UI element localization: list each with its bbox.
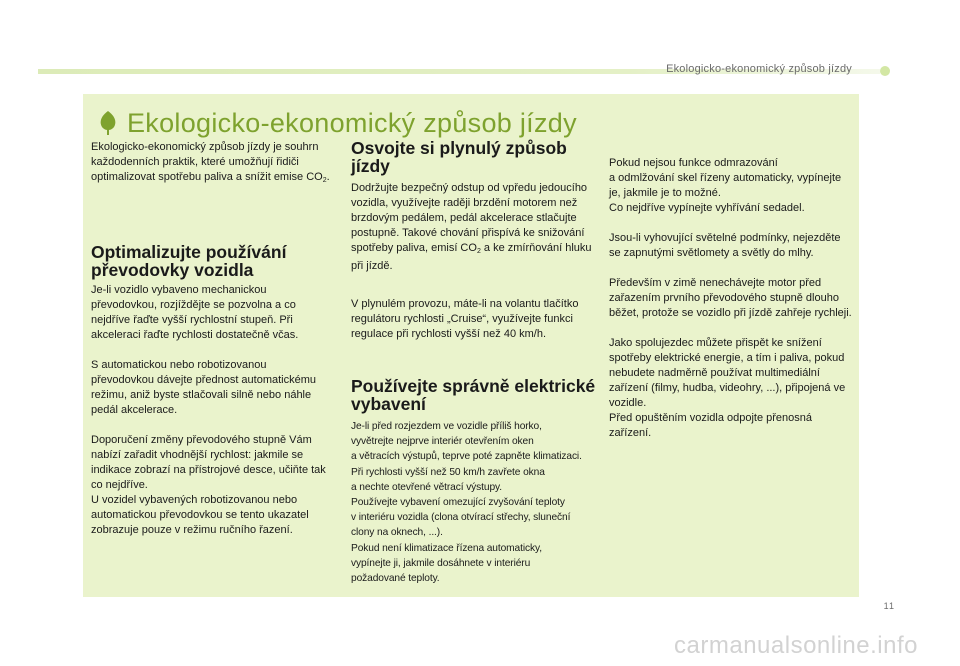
lights-paragraph: Jsou-li vyhovující světelné podmínky, nejezděte se zapnutými světlomety a světly do mlhy.	[609, 232, 841, 259]
column-2-section	[351, 377, 596, 586]
watermark: carmanualsonline.info	[674, 632, 918, 659]
column-2	[351, 139, 596, 342]
defrost-paragraph: a odmlžování skel řízeny automaticky, vypínejte je, jakmile je to možné.	[609, 172, 842, 199]
electrical-paragraph	[351, 419, 596, 586]
page-number: 11	[883, 601, 895, 611]
electrical-line: Je-li před rozjezdem ve vozidle příliš horko,	[351, 421, 542, 432]
column-3	[609, 156, 855, 441]
passenger-paragraph: Jako spolujezdec můžete přispět ke snížení spotřeby elektrické energie, a tím i paliva, pokud nebudete nadměrně používat multimediální zařízení (filmy, hudba, videohry, ...), připojená ve vozidle.	[609, 337, 846, 409]
cruise-paragraph: V plynulém provozu, máte-li na volantu tlačítko regulátoru rychlosti „Cruise“, využívejte funkci regulace při rychlosti vyšší než 40 km/h.	[351, 298, 579, 340]
electrical-line: v interiéru vozidla (clona otvírací střechy, sluneční	[351, 512, 571, 524]
electrical-line: clony na oknech, ...).	[351, 527, 443, 539]
electrical-line: Používejte vybavení omezující zvyšování teploty	[351, 497, 565, 509]
electrical-line: Při rychlosti vyšší než 50 km/h zavřete okna	[351, 466, 545, 478]
gearbox-paragraph-robotized: U vozidel vybavených robotizovanou nebo automatickou převodovkou se tento ukazatel zobrazuje pouze v režimu ručního řazení.	[91, 494, 309, 536]
page-title: Ekologicko-ekonomický způsob jízdy	[127, 108, 577, 138]
header-rule-dot	[880, 66, 890, 76]
page-title-row	[97, 107, 577, 139]
gearbox-paragraph-manual: Je-li vozidlo vybaveno mechanickou převodovkou, rozjíždějte se pozvolna a co nejdříve řaďte vyšší rychlostní stupeň. Při akceleraci řaďte rychlosti dostatečně včas.	[91, 284, 299, 341]
defrost-line: Pokud nejsou funkce odmrazování	[609, 157, 778, 169]
smooth-driving-paragraph: Dodržujte bezpečný odstup od vpředu jedoucího vozidla, využívejte raději brzdění motorem než brzdovým pedálem, pedál akcelerace stlačujte postupně. Takové chování přispívá ke snižování spotřeby paliva, emisí $CO_2$ a ke zmírňování hluku při jízdě.	[351, 182, 592, 272]
leaf-icon	[97, 110, 119, 136]
column-1-section	[91, 243, 331, 538]
unplug-paragraph: Před opuštěním vozidla odpojte přenosná zařízení.	[609, 412, 813, 439]
electrical-line: požadované teploty.	[351, 573, 440, 585]
running-header: Ekologicko-ekonomický způsob jízdy	[666, 63, 852, 75]
gearbox-paragraph-indicator: Doporučení změny převodového stupně Vám nabízí zařadit vhodnější rychlost: jakmile se indikace zobrazí na přístrojové desce, učiňte tak co nejdříve.	[91, 434, 326, 491]
intro-paragraph: Ekologicko-ekonomický způsob jízdy je souhrn každodenních praktik, které umožňují řidiči optimalizovat spotřebu paliva a snížit emise $CO_2$.	[91, 141, 330, 184]
section-heading-gearbox: Optimalizujte používání převodovky vozidla	[91, 242, 287, 280]
winter-paragraph: Především v zimě nenechávejte motor před zařazením prvního převodového stupně dlouho běžet, protože se vozidlo při jízdě zahřeje rychleji.	[609, 277, 852, 319]
electrical-line: Pokud není klimatizace řízena automaticky,	[351, 542, 542, 554]
seat-heating-paragraph: Co nejdříve vypínejte vyhřívání sedadel.	[609, 202, 805, 214]
column-1	[91, 140, 331, 188]
section-heading-electrical: Používejte správně elektrické vybavení	[351, 376, 596, 414]
gearbox-paragraph-automatic: S automatickou nebo robotizovanou převodovkou dávejte přednost automatickému režimu, aniž byste stlačovali silně nebo náhle pedál akcelerace.	[91, 359, 317, 416]
electrical-line: vypínejte ji, jakmile dosáhnete v interiéru	[351, 557, 531, 569]
section-heading-smooth-driving: Osvojte si plynulý způsob jízdy	[351, 138, 567, 176]
electrical-line: a větracích výstupů, teprve poté zapněte klimatizaci.	[351, 451, 582, 463]
electrical-line: a nechte otevřené větrací výstupy.	[351, 481, 503, 493]
electrical-line: vyvětrejte nejprve interiér otevřením oken	[351, 436, 534, 448]
